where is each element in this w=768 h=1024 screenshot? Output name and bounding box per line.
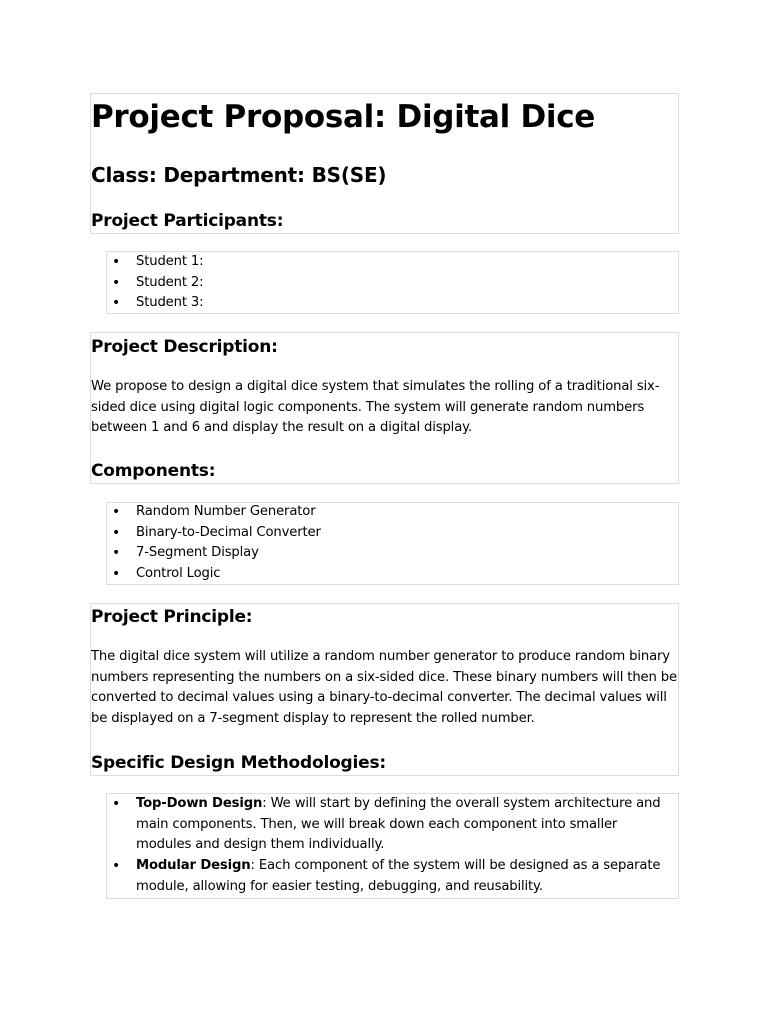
methodology-description: : Each component of the system will be designed as a separate module, allowing for easier testing, debugging, and reusability. bbox=[136, 858, 661, 894]
component-item: • Binary-to-Decimal Converter bbox=[107, 523, 672, 544]
description-heading: Project Description: bbox=[91, 337, 278, 357]
methodology-term: Modular Design bbox=[136, 858, 251, 874]
class-department-heading: Class: Department: BS(SE) bbox=[91, 163, 387, 187]
participant-item: • Student 1: bbox=[107, 252, 672, 273]
methodology-item bbox=[107, 794, 672, 856]
components-list bbox=[107, 502, 672, 585]
participant-item: • Student 2: bbox=[107, 273, 672, 294]
methodologies-list bbox=[107, 794, 672, 898]
methodology-description: : We will start by defining the overall system architecture and main components. Then, we will break down each component into smaller modules and design them individually. bbox=[136, 796, 661, 853]
methodologies-heading: Specific Design Methodologies: bbox=[91, 753, 386, 773]
component-item: • Control Logic bbox=[107, 564, 672, 585]
methodology-item bbox=[107, 856, 672, 897]
methodology-term: Top-Down Design bbox=[136, 796, 263, 811]
participants-list bbox=[107, 252, 672, 314]
participants-heading: Project Participants: bbox=[91, 211, 284, 231]
document-title: Project Proposal: Digital Dice bbox=[91, 99, 596, 135]
component-item: • 7-Segment Display bbox=[107, 543, 672, 564]
component-item: • Random Number Generator bbox=[107, 502, 672, 523]
principle-heading: Project Principle: bbox=[91, 607, 253, 627]
participant-item: • Student 3: bbox=[107, 293, 672, 314]
description-text: We propose to design a digital dice system that simulates the rolling of a traditional six-sided dice using digital logic components. The system will generate random numbers between 1 and 6 and display the result on a digital display. bbox=[91, 379, 660, 436]
components-heading: Components: bbox=[91, 461, 216, 481]
principle-text: The digital dice system will utilize a random number generator to produce random binary numbers representing the numbers on a six-sided dice. These binary numbers will then be converted to decimal values using a binary-to-decimal converter. The decimal values will be displayed on a 7-segment display to represent the rolled number. bbox=[91, 649, 677, 727]
